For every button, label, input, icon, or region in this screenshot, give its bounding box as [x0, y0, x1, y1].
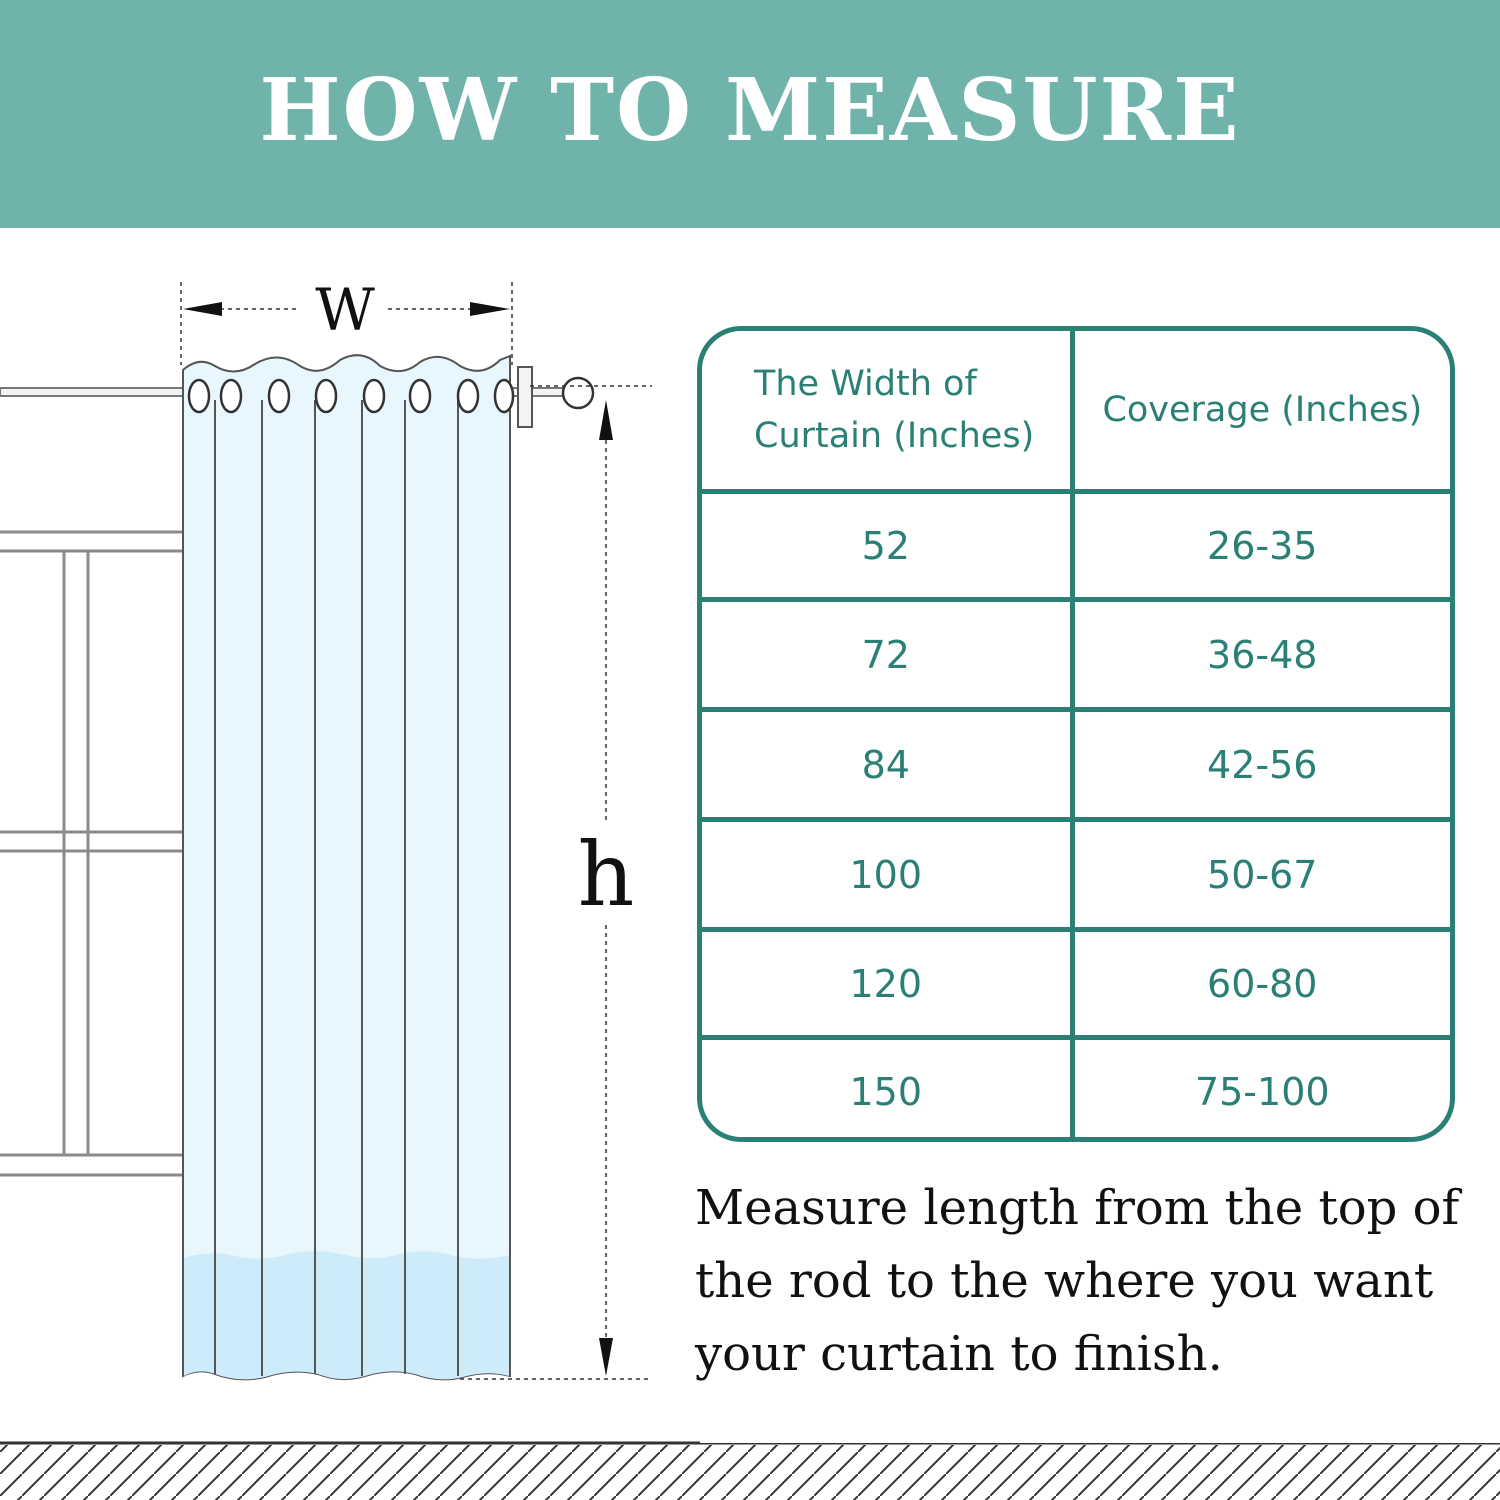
- size-table: [697, 326, 1455, 1142]
- floor-right: [700, 1443, 1500, 1500]
- width-cell: 150: [702, 1040, 1075, 1142]
- table-header: [702, 331, 1450, 489]
- coverage-cell: 60-80: [1207, 961, 1318, 1006]
- width-cell: 52: [702, 494, 1075, 597]
- curtain-diagram: [0, 228, 700, 1500]
- table-row: [702, 927, 1450, 1035]
- table-row: [702, 707, 1450, 817]
- width-cell: 72: [702, 602, 1075, 707]
- table-row: [702, 489, 1450, 597]
- curtain-panel: [183, 355, 513, 1379]
- window-frame: [0, 532, 185, 1175]
- height-label: h: [577, 823, 635, 926]
- measure-instructions: Measure length from the top of the rod to the where you want your curtain to finish.: [695, 1180, 1460, 1382]
- table-row: [702, 1035, 1450, 1142]
- floor: [0, 1443, 700, 1500]
- width-cell: 100: [702, 822, 1075, 927]
- header-coverage: Coverage (Inches): [1102, 390, 1423, 430]
- coverage-cell: 50-67: [1207, 852, 1318, 897]
- page-title: HOW TO MEASURE: [259, 60, 1241, 161]
- width-cell: 84: [702, 712, 1075, 817]
- table-row: [702, 597, 1450, 707]
- coverage-cell: 26-35: [1207, 523, 1318, 568]
- width-cell: 120: [702, 932, 1075, 1035]
- table-row: [702, 817, 1450, 927]
- coverage-cell: 42-56: [1207, 742, 1318, 787]
- header-banner: [0, 0, 1500, 228]
- coverage-cell: 75-100: [1194, 1069, 1330, 1114]
- header-width: The Width of Curtain (Inches): [702, 331, 1075, 489]
- coverage-cell: 36-48: [1207, 632, 1318, 677]
- width-label: W: [315, 276, 375, 344]
